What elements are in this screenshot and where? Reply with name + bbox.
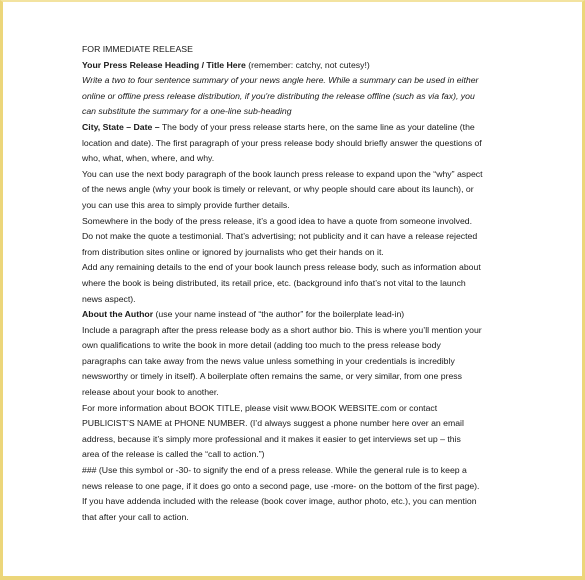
about-author-heading: About the Author (82, 309, 154, 320)
about-author-note: (use your name instead of “the author” for the boilerplate lead-in) (153, 309, 405, 320)
paragraph-line: of the news angle (why your book is timely or relevant, or why people should care about its launch), or (82, 184, 474, 195)
summary-line: online or offline press release distribution, if you're distributing the release offline (such as via fax), you (82, 90, 475, 101)
end-paragraph (82, 463, 514, 525)
summary-line: Write a two to four sentence summary of your news angle here. While a summary can be used in either (82, 75, 479, 86)
paragraph-line: own qualifications to write the book in more detail (adding too much to the press release body (82, 340, 441, 351)
paragraph-line: that after your call to action. (82, 511, 189, 522)
dateline-line: location and date). The first paragraph of your press release body should briefly answer the questions of (82, 137, 482, 148)
paragraph-line: newsworthy or timely in itself). A boilerplate often remains the same, or very similar, from one press (82, 371, 462, 382)
details-paragraph (82, 260, 514, 307)
release-heading-title: Your Press Release Heading / Title Here (82, 59, 246, 70)
contact-paragraph (82, 401, 514, 463)
dateline-text: The body of your press release starts here, on the same line as your dateline (the (159, 121, 475, 132)
release-heading-line (82, 58, 514, 74)
paragraph-line: PUBLICIST’S NAME at PHONE NUMBER. (I’d always suggest a phone number here over an email (82, 418, 464, 429)
press-release-document (82, 42, 514, 525)
dateline-first-line (82, 120, 514, 136)
next-body-paragraph (82, 167, 514, 214)
paragraph-line: where the book is being distributed, its retail price, etc. (background info that’s not vital to the launch (82, 277, 466, 288)
dateline-paragraph (82, 120, 514, 167)
paragraph-line: Somewhere in the body of the press release, it’s a good idea to have a quote from someone involved. (82, 215, 473, 226)
paragraph-line: area of the release is called the “call to action.”) (82, 449, 265, 460)
about-author-line (82, 307, 514, 323)
paragraph-line: paragraphs can take away from the news value unless something in your credentials is incredibly (82, 355, 455, 366)
dateline-line: who, what, when, where, and why. (82, 153, 215, 164)
release-header: FOR IMMEDIATE RELEASE (82, 44, 193, 54)
paragraph-line: news release to one page, if it does go onto a second page, use -more- on the bottom of the first page). (82, 480, 480, 491)
quote-paragraph (82, 214, 514, 261)
paragraph-line: from distribution sites online or ignored by journalists who get their hands on it. (82, 246, 384, 257)
paragraph-line: You can use the next body paragraph of the book launch press release to expand upon the “why” aspect (82, 168, 483, 179)
summary-paragraph (82, 73, 514, 120)
paragraph-line: If you have addenda included with the release (book cover image, author photo, etc.), you can mention (82, 496, 477, 507)
release-heading-note: (remember: catchy, not cutesy!) (245, 59, 370, 70)
paragraph-line: release about your book to another. (82, 387, 219, 398)
paragraph-line: Include a paragraph after the press release body as a short author bio. This is where you’ll mention your (82, 324, 482, 335)
dateline-label: City, State – Date – (82, 121, 160, 132)
author-bio-paragraph (82, 323, 514, 401)
paragraph-line: news aspect). (82, 293, 136, 304)
paragraph-line: Do not make the quote a testimonial. That’s advertising; not publicity and it can have a release rejected (82, 231, 478, 242)
summary-line: can substitute the summary for a one-line sub-heading (82, 106, 292, 117)
paragraph-line: Add any remaining details to the end of your book launch press release body, such as information about (82, 262, 481, 273)
paragraph-line: For more information about BOOK TITLE, please visit www.BOOK WEBSITE.com or contact (82, 402, 438, 413)
paragraph-line: address, because it’s simply more professional and it makes it easier to get interviews set up – this (82, 433, 461, 444)
paragraph-line: ### (Use this symbol or -30- to signify the end of a press release. While the general rule is to keep a (82, 465, 467, 476)
paragraph-line: you can use this area to simply provide further details. (82, 199, 290, 210)
